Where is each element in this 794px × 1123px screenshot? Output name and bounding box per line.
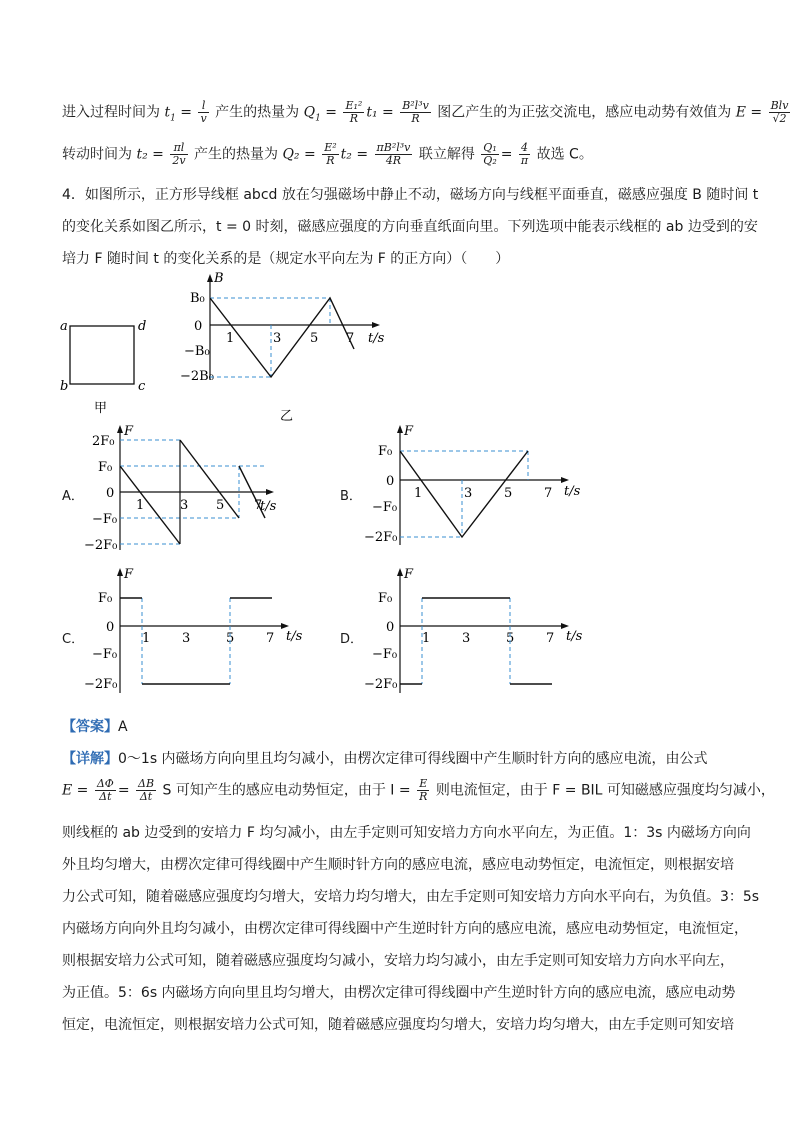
intro-line-1 [62, 100, 792, 125]
y-axis-arrow [207, 274, 213, 282]
tick-f0: F₀ [98, 460, 113, 475]
question-line-2: 的变化关系如图乙所示，t = 0 时刻，磁感应强度的方向垂直纸面向里。下列选项中能表示线框的 ab 边受到的安 [62, 219, 758, 235]
option-a-graph[interactable] [80, 425, 280, 555]
fraction-blv-over-root2: $\frac{\text{Blv}}{√2}$ [770, 99, 789, 125]
fraction-e-over-r: $\frac{E}{R}$ [419, 777, 428, 803]
var-t2b: t₂ = [340, 146, 369, 163]
option-b-label[interactable]: B． [340, 489, 362, 504]
tick-neg-f0: −F₀ [372, 647, 398, 662]
origin: 0 [106, 486, 115, 501]
text-rotate-time: 转动时间为 [62, 146, 132, 163]
detail-line-5: 力公式可知，随着磁感应强度均匀增大，安培力均匀增大，由左手定则可知安培力方向水平向右，为负值。3：5s [62, 889, 760, 905]
fraction-4-over-pi: $\frac{4}{\pi}$ [520, 141, 529, 167]
answer-tag: 【答案】 [62, 719, 118, 735]
tick-f0: F₀ [378, 444, 393, 459]
origin: 0 [106, 620, 115, 635]
tick-neg-2f0: −2F₀ [364, 677, 398, 692]
origin-label: 0 [194, 319, 203, 334]
detail-line-3: 则线框的 ab 边受到的安培力 F 均匀减小，由左手定则可知安培力方向水平向左，为正值。1：3s 内磁场方向向 [62, 825, 751, 841]
eq-sign: = [180, 104, 193, 121]
tick-5: 5 [310, 331, 319, 346]
tick-neg-b0: −B₀ [184, 344, 210, 359]
var-t1: t [164, 104, 171, 121]
y-arrow [397, 568, 403, 576]
tick-7: 7 [346, 331, 355, 346]
fraction-pib2l3v-over-4r: $\frac{\text{πB²l³v}}{4R}$ [376, 141, 411, 167]
x-axis-arrow [372, 322, 380, 328]
fraction-q1-over-q2: $\frac{\text{Q₁}}{\text{Q₂}}$ [483, 141, 497, 167]
tick-neg-2f0: −2F₀ [364, 530, 398, 545]
caption-yi: 乙 [280, 409, 294, 424]
y-arrow [117, 568, 123, 576]
detail-line-8: 为正值。5：6s 内磁场方向向里且均匀增大，由楞次定律可得线圈中产生逆时针方向的感应电流，感应电动势 [62, 985, 736, 1001]
fraction-pil-over-2v: $\frac{\pi l}{2v}$ [172, 141, 186, 167]
x-arrow [266, 489, 274, 495]
fraction-e1sq-over-r: $\frac{\text{E₁²}}{R}$ [345, 99, 363, 125]
tick-3: 3 [462, 631, 471, 646]
tick-5: 5 [226, 631, 235, 646]
intro-line-2 [62, 142, 593, 167]
tick-neg-f0: −F₀ [92, 512, 118, 527]
x-label: t/s [260, 499, 277, 514]
label-d: d [138, 319, 147, 334]
fraction-e2-over-r: $\frac{\text{E²}}{R}$ [324, 141, 337, 167]
figure-b-t-graph [180, 270, 400, 430]
label-b: b [60, 379, 69, 394]
detail-text-2b: S 可知产生的感应电动势恒定，由于 I = [162, 782, 411, 799]
tick-3: 3 [464, 486, 473, 501]
x-label: t/s [286, 629, 303, 644]
detail-line-2 [62, 778, 775, 803]
tick-2f0: 2F₀ [92, 434, 115, 449]
option-d-label[interactable]: D． [340, 632, 364, 647]
var-e: E = [735, 104, 763, 121]
answer-line [62, 716, 128, 736]
detail-line-1 [62, 748, 708, 768]
eq-sign-2: = [325, 104, 337, 121]
x-label: t/s [566, 629, 583, 644]
detail-text-1: 0～1s 内磁场方向向里且均匀减小，由楞次定律可得线圈中产生顺时针方向的感应电流，由公式 [118, 751, 708, 767]
fraction-dphi-dt: $\frac{\Delta\Phi}{\Delta t}$ [96, 777, 114, 803]
caption-jia: 甲 [94, 401, 108, 416]
option-c-graph[interactable] [80, 567, 303, 698]
fraction-b2l3v-over-r: $\frac{\text{B²l³v}}{R}$ [402, 99, 429, 125]
eq-sign-3: = [500, 146, 513, 163]
tick-7: 7 [546, 631, 555, 646]
eq: = [117, 782, 130, 799]
tick-1: 1 [414, 486, 423, 501]
f-seg-2 [180, 440, 239, 518]
tick-neg-2b0: −2B₀ [180, 369, 214, 384]
tick-1: 1 [226, 331, 235, 346]
tick-neg-f0: −F₀ [92, 647, 118, 662]
option-c-label[interactable]: C． [62, 632, 85, 647]
tick-7: 7 [544, 486, 553, 501]
y-arrow [397, 425, 403, 433]
origin: 0 [386, 474, 395, 489]
f-seg-1 [120, 466, 180, 544]
question-line-3: 培力 F 随时间 t 的变化关系的是（规定水平向左为 F 的正方向）（ ） [62, 251, 510, 267]
label-c: c [138, 379, 146, 394]
text-choose-c: 故选 C。 [536, 146, 593, 163]
text-heat-2: 产生的热量为 [194, 146, 278, 163]
tick-5: 5 [216, 498, 225, 513]
label-a: a [60, 319, 68, 334]
y-axis-label: B [214, 271, 224, 286]
y-arrow [117, 425, 123, 433]
y-label: F [124, 567, 134, 582]
sub-q1: 1 [315, 113, 321, 124]
detail-line-9: 恒定，电流恒定，则根据安培力公式可知，随着磁感应强度均匀增大，安培力均匀增大，由左手定则可知安培 [62, 1017, 734, 1033]
answer-value: A [118, 719, 128, 735]
tick-1: 1 [136, 498, 145, 513]
text-heat: 产生的热量为 [215, 104, 300, 121]
tick-3: 3 [180, 498, 189, 513]
tick-b0: B₀ [190, 291, 205, 306]
tick-neg-2f0: −2F₀ [84, 538, 118, 553]
detail-tag: 【详解】 [62, 751, 118, 767]
text-entry-time: 进入过程时间为 [62, 104, 160, 121]
option-d-graph[interactable] [360, 567, 583, 698]
tick-1: 1 [422, 631, 431, 646]
tick-5: 5 [506, 631, 515, 646]
tick-7: 7 [266, 631, 275, 646]
var-q1: Q [303, 104, 316, 121]
tick-3: 3 [273, 331, 282, 346]
detail-line-7: 则根据安培力公式可知，随着磁感应强度均匀减小，安培力均匀减小，由左手定则可知安培力方向水平向左， [62, 953, 734, 969]
var-t2: t₂ = [136, 146, 164, 163]
detail-text-2c: 则电流恒定，由于 F = BIL 可知磁感应强度均匀减小， [435, 782, 775, 799]
text-sine-ac: 图乙产生的为正弦交流电，感应电动势有效值为 [437, 104, 732, 121]
x-label: t/s [564, 484, 581, 499]
fraction-db-dt: $\frac{\Delta B}{\Delta t}$ [138, 777, 155, 803]
option-a-label[interactable]: A． [62, 489, 84, 504]
sub-1: 1 [170, 113, 176, 124]
tick-neg-f0: −F₀ [372, 500, 398, 515]
tick-3: 3 [182, 631, 191, 646]
detail-line-6: 内磁场方向向外且均匀减小，由楞次定律可得线圈中产生逆时针方向的感应电流，感应电动势恒定，电流恒定， [62, 921, 748, 937]
detail-line-4: 外且均匀增大，由楞次定律可得线圈中产生顺时针方向的感应电流，感应电动势恒定，电流恒定，则根据安培 [62, 857, 734, 873]
y-label: F [404, 567, 414, 582]
tick-f0: F₀ [378, 591, 393, 606]
question-line-1: 4．如图所示，正方形导线框 abcd 放在匀强磁场中静止不动，磁场方向与线框平面垂直，磁感应强度 B 随时间 t [62, 187, 759, 203]
square-wire-frame [70, 326, 134, 384]
y-label: F [404, 424, 414, 439]
x-axis-label: t/s [368, 331, 385, 346]
var-e: E = [62, 782, 89, 799]
tick-1: 1 [142, 631, 151, 646]
text-solve: 联立解得 [418, 146, 475, 163]
origin: 0 [386, 620, 395, 635]
tick-neg-2f0: −2F₀ [84, 677, 118, 692]
tick-f0: F₀ [98, 591, 113, 606]
tick-5: 5 [504, 486, 513, 501]
var-q2: Q₂ = [282, 146, 316, 163]
var-t1b: t₁ = [366, 104, 394, 121]
option-b-graph[interactable] [360, 425, 580, 555]
tick-7: 7 [254, 498, 263, 513]
x-arrow [561, 477, 569, 483]
figure-square-frame [58, 312, 158, 422]
y-label: F [124, 424, 134, 439]
fraction-l-over-v: $\frac{l}{v}$ [200, 99, 207, 125]
